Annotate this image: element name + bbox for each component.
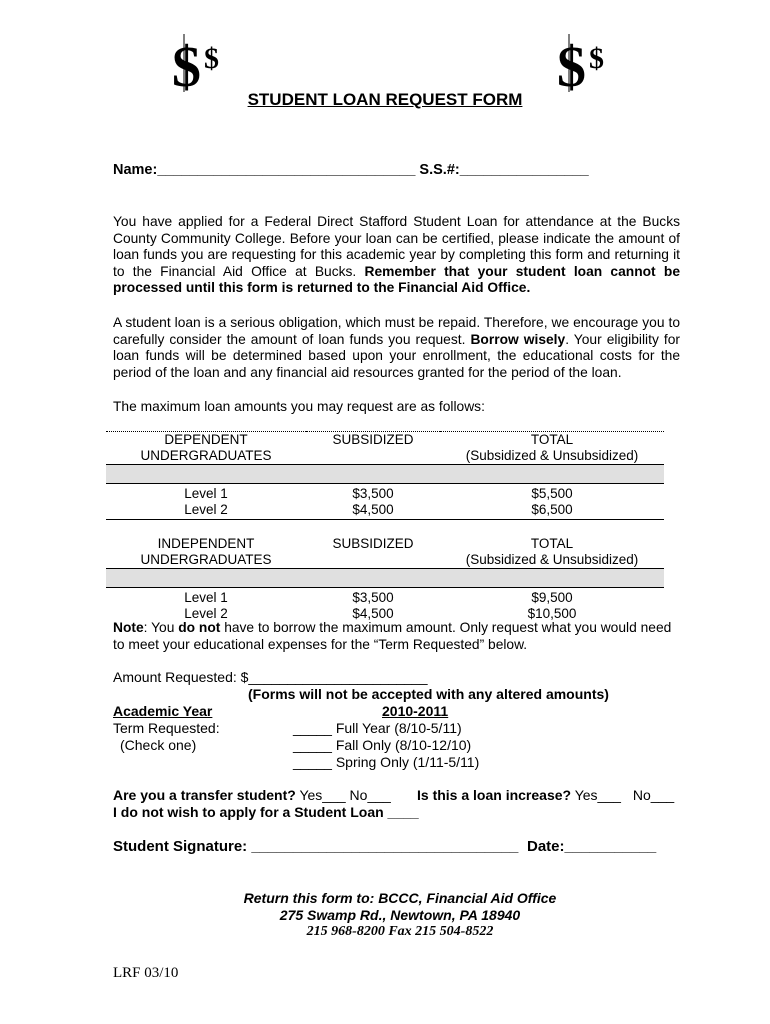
return-line-1: Return this form to: BCCC, Financial Aid Office bbox=[243, 890, 557, 906]
name-label: Name: bbox=[113, 162, 158, 178]
obligation-bold: Borrow wisely bbox=[470, 331, 566, 347]
note-label: Note bbox=[113, 620, 144, 635]
increase-label: Is this a loan increase? bbox=[417, 787, 572, 803]
dep-header-3a: TOTAL bbox=[530, 432, 574, 447]
term-option-fall-only[interactable]: _____ Fall Only (8/10-12/10) bbox=[293, 737, 472, 753]
name-field[interactable] bbox=[113, 162, 589, 178]
level-label: Level 1 bbox=[184, 590, 228, 605]
name-line: ________________________________ bbox=[157, 162, 416, 178]
term-requested-label: Term Requested: bbox=[113, 720, 220, 736]
date-field[interactable]: Date:___________ bbox=[527, 838, 657, 855]
term-option-spring-only[interactable]: _____ Spring Only (1/11-5/11) bbox=[293, 754, 480, 770]
subsidized-amount: $3,500 bbox=[352, 590, 394, 605]
dollar-sign-icon bbox=[170, 30, 230, 94]
svg-text:$: $ bbox=[589, 42, 604, 75]
intro-text: You have applied for a Federal Direct Stafford Student Loan for attendance at the Bucks County Community College. Before your loan can be certified, please indicate the amount of loan funds you are requesting for this academic year by completing this form and returning it to the Financial Aid Office at Bucks. bbox=[113, 214, 680, 279]
subsidized-amount: $3,500 bbox=[352, 486, 394, 501]
intro-paragraph bbox=[113, 214, 680, 297]
ind-header-2: SUBSIDIZED bbox=[332, 536, 414, 551]
transfer-yes[interactable]: Yes___ bbox=[295, 787, 346, 803]
academic-year-value: 2010-2011 bbox=[382, 703, 449, 719]
amount-label: Amount Requested: $ bbox=[113, 669, 249, 685]
academic-year-label: Academic Year bbox=[113, 703, 213, 719]
ssn-label: S.S.#: bbox=[419, 162, 460, 178]
amount-line: _______________________ bbox=[248, 669, 428, 685]
table-row bbox=[106, 588, 664, 623]
note-text2: have to borrow the maximum amount. Only request what you would need to meet your educational expenses for the “Term Requested” below. bbox=[113, 620, 672, 652]
obligation-paragraph bbox=[113, 315, 680, 381]
amount-field[interactable] bbox=[113, 669, 428, 685]
increase-question bbox=[417, 787, 674, 803]
loan-table bbox=[106, 431, 664, 622]
transfer-no[interactable]: No___ bbox=[345, 787, 391, 803]
svg-text:$: $ bbox=[204, 42, 219, 75]
table-divider bbox=[106, 465, 664, 484]
svg-text:$: $ bbox=[557, 34, 586, 94]
total-amount: $6,500 bbox=[531, 502, 573, 517]
intro-bold: Remember that your student loan cannot be processed until this form is returned to the Financial Aid Office. bbox=[113, 263, 681, 296]
decline-loan[interactable]: I do not wish to apply for a Student Loan ____ bbox=[113, 804, 419, 820]
obligation-text2: . Your eligibility for loan funds will be determined based upon your enrollment, the educational costs for the period of the loan and any financial aid resources granted for the period of the loan. bbox=[113, 331, 680, 380]
table-row bbox=[106, 484, 664, 520]
dep-header-2: SUBSIDIZED bbox=[332, 432, 414, 447]
dollar-sign-icon bbox=[555, 30, 615, 94]
subsidized-amount: $4,500 bbox=[352, 606, 394, 621]
obligation-text1: A student loan is a serious obligation, which must be repaid. Therefore, we encourage you to carefully consider the amount of loan funds you request. bbox=[113, 315, 680, 347]
increase-yes[interactable]: Yes___ bbox=[571, 787, 621, 803]
level-label: Level 1 bbox=[184, 486, 228, 501]
level-label: Level 2 bbox=[184, 606, 228, 621]
return-line-2: 275 Swamp Rd., Newtown, PA 18940 bbox=[279, 907, 521, 923]
ind-header-3a: TOTAL bbox=[530, 536, 574, 551]
note-paragraph bbox=[113, 620, 680, 653]
term-option-full-year[interactable]: _____ Full Year (8/10-5/11) bbox=[293, 720, 462, 736]
ssn-line: ________________ bbox=[459, 162, 589, 178]
dependent-header-row bbox=[106, 432, 664, 465]
increase-no[interactable]: No___ bbox=[632, 787, 675, 803]
dep-header-1a: DEPENDENT bbox=[164, 432, 248, 447]
dep-header-3b: (Subsidized & Unsubsidized) bbox=[465, 448, 639, 463]
level-label: Level 2 bbox=[184, 502, 228, 517]
ind-header-1a: INDEPENDENT bbox=[157, 536, 255, 551]
independent-header-row bbox=[106, 520, 664, 569]
page-title: STUDENT LOAN REQUEST FORM bbox=[247, 90, 523, 109]
return-line-3: 215 968-8200 Fax 215 504-8522 bbox=[306, 924, 494, 939]
subsidized-amount: $4,500 bbox=[352, 502, 394, 517]
check-one-label: (Check one) bbox=[120, 737, 197, 753]
signature-field[interactable]: Student Signature: ________________________________ bbox=[113, 838, 519, 855]
note-text1: : You bbox=[143, 620, 179, 635]
transfer-label: Are you a transfer student? bbox=[113, 787, 296, 803]
transfer-question bbox=[113, 787, 391, 803]
total-amount: $10,500 bbox=[527, 606, 577, 621]
dep-header-1b: UNDERGRADUATES bbox=[140, 448, 272, 463]
ind-header-3b: (Subsidized & Unsubsidized) bbox=[465, 552, 639, 567]
form-code: LRF 03/10 bbox=[113, 965, 179, 981]
total-amount: $5,500 bbox=[531, 486, 573, 501]
ind-header-1b: UNDERGRADUATES bbox=[140, 552, 272, 567]
amount-warning: (Forms will not be accepted with any altered amounts) bbox=[248, 686, 609, 702]
table-divider bbox=[106, 569, 664, 588]
svg-text:$: $ bbox=[172, 34, 201, 94]
note-bold: do not bbox=[178, 620, 221, 635]
total-amount: $9,500 bbox=[531, 590, 573, 605]
max-amount-text: The maximum loan amounts you may request are as follows: bbox=[113, 399, 485, 414]
